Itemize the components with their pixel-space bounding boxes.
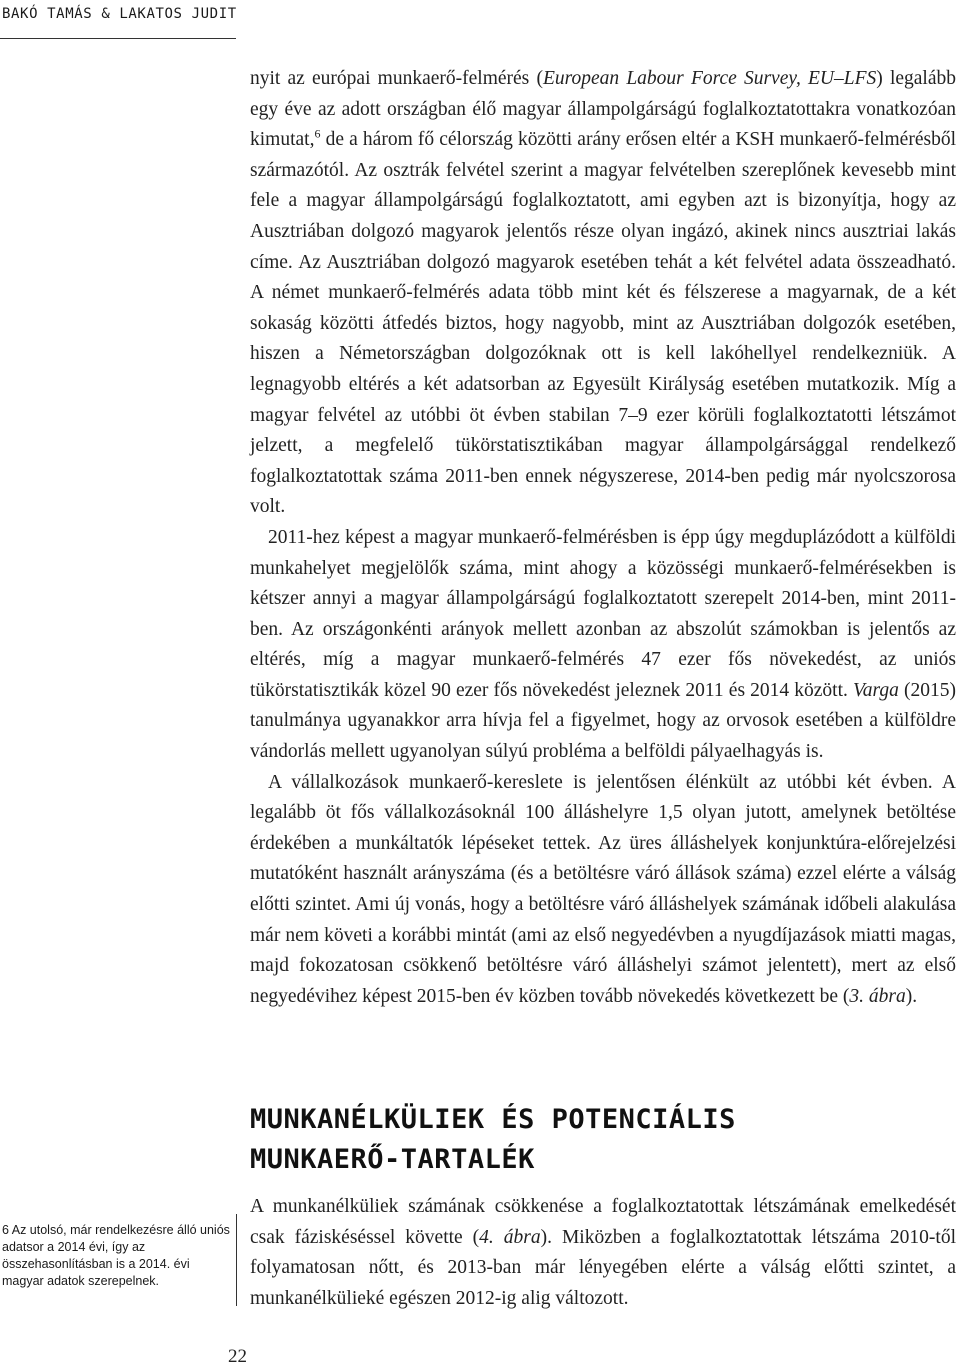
paragraph-2: [250, 523, 956, 768]
paragraph-3: [250, 768, 956, 1013]
section-figure-reference: 4. ábra: [479, 1226, 541, 1248]
section-text-a: A munkanélküliek számának csökkenése a foglalkoztatottak létszámának emelkedését csak fáziskéséssel követte (: [250, 1196, 956, 1248]
p2-text-a: 2011-hez képest a magyar munkaerő-felmérésben is épp úgy megduplázódott a külföldi munkahelyet megjelölők száma, mint ahogy a közösségi munkaerő-felmérésekben is kétszer annyi a magyar állampolgárságú foglalkoztatott szerepelt 2014-ben, mint 2011-ben. Az országonkénti arányok mellett azonban az abszolút számokban is jelentős az eltérés, míg a magyar munkaerő-felmérés 47 ezer fős növekedést, az uniós tükörstatisztikák közel 90 ezer fős növekedést jeleznek 2011 és 2014 között.: [250, 526, 956, 701]
paragraph-1: [250, 64, 956, 523]
body-text: [250, 64, 956, 1012]
section-text-b: ). Miközben a foglalkoztatottak létszáma 2010-től folyamatosan nőtt, és 2013-ban már lényegében elérte a válság előtti szintet, a munkanélkülieké egészen 2012-ig alig változott.: [250, 1226, 956, 1309]
footnote-reference[interactable]: 6: [314, 126, 321, 141]
section-heading-line-1: MUNKANÉLKÜLIEK ÉS POTENCIÁLIS: [250, 1104, 736, 1135]
p1-text-a: nyit az európai munkaerő-felmérés (: [250, 68, 543, 89]
p3-figure-reference: 3. ábra: [849, 985, 906, 1007]
p1-survey-name: European Labour Force Survey, EU–LFS: [542, 68, 877, 89]
p3-text-a: A vállalkozások munkaerő-kereslete is jelentősen élénkült az utóbbi két évben. A legalább öt fős vállalkozásoknál 100 álláshelyre 1,5 olyan jutott, amelynek betöltése érdekében a munkáltatók lépéseket tettek. Az üres álláshelyek konjunktúra-előrejelzési mutatóként használt arányszáma (és a betöltésre váró állások száma) ezzel elérte a válság előtti szintet. Ami új vonás, hogy a betöltésre váró álláshelyek számának időbeli alakulása már nem követi a korábbi mintát (ami az első negyedévben a nyugdíjazások miatti magas, majd fokozatosan csökkenő betöltésre váró álláshelyi számot jelentett), mert az első negyedévihez képest 2015-ben év közben tovább növekedés következett be (: [250, 771, 956, 1007]
section-heading-line-2: MUNKAERŐ-TARTALÉK: [250, 1144, 535, 1175]
p1-text-d: de a három fő célország közötti arány erősen eltér a KSH munkaerő-felmérésből származótól. Az osztrák felvétel szerint a magyar felvételben szereplőnek kevesebb mint fele a magyar állampolgárságú foglalkoztatott, ami egyben azt is bizonyítja, hogy az Ausztriában dolgozó magyarok jelentős része olyan ingázó, akinek nincs ausztriai lakás címe. Az Ausztriában dolgozó magyarok esetében tehát a két felvétel adata összeadható. A német munkaerő-felmérés adata több mint két és félszerese a magyarnak, de a két sokaság közötti átfedés biztos, hogy nagyobb, mint az Ausztriában dolgozók esetében, hiszen a Németországban dolgozóknak ott is kell lakóhellyel rendelkezniük. A legnagyobb eltérés a két adatsorban az Egyesült Királyság esetében mutatkozik. Míg a magyar felvétel az utóbbi öt évben stabilan 7–9 ezer körüli foglalkoztatotti létszámot jelzett, a megfelelő tükörstatisztikában magyar állampolgársággal rendelkező foglalkoztatottak száma 2011-ben ennek négyszerese, 2014-ben pedig már nyolcszorosa volt.: [250, 129, 956, 518]
section-heading: [250, 1100, 956, 1180]
footnote: 6 Az utolsó, már rendelkezésre álló uniós adatsor a 2014 évi, így az összehasonlításban is a 2014. évi magyar adatok szerepelnek.: [2, 1223, 230, 1288]
p2-text-b: (2015) tanulmánya ugyanakkor arra hívja fel a figyelmet, hogy az orvosok esetében a külföldre vándorlás mellett ugyanolyan súlyú probléma a belföldi pályaelhagyás is.: [250, 679, 956, 763]
header-rule: [0, 38, 236, 39]
section-paragraph: [250, 1192, 956, 1314]
footnote-rule: [236, 1214, 237, 1306]
p3-text-b: ).: [905, 985, 918, 1007]
p2-author-citation: Varga: [853, 679, 899, 701]
running-header: BAKÓ TAMÁS & LAKATOS JUDIT: [2, 6, 237, 22]
page-number: 22: [228, 1346, 247, 1367]
p1-text-c: ) legalább egy éve az adott országban élő magyar állampolgárságú foglalkoztatottakra vonatkozóan kimutat,: [250, 68, 956, 151]
